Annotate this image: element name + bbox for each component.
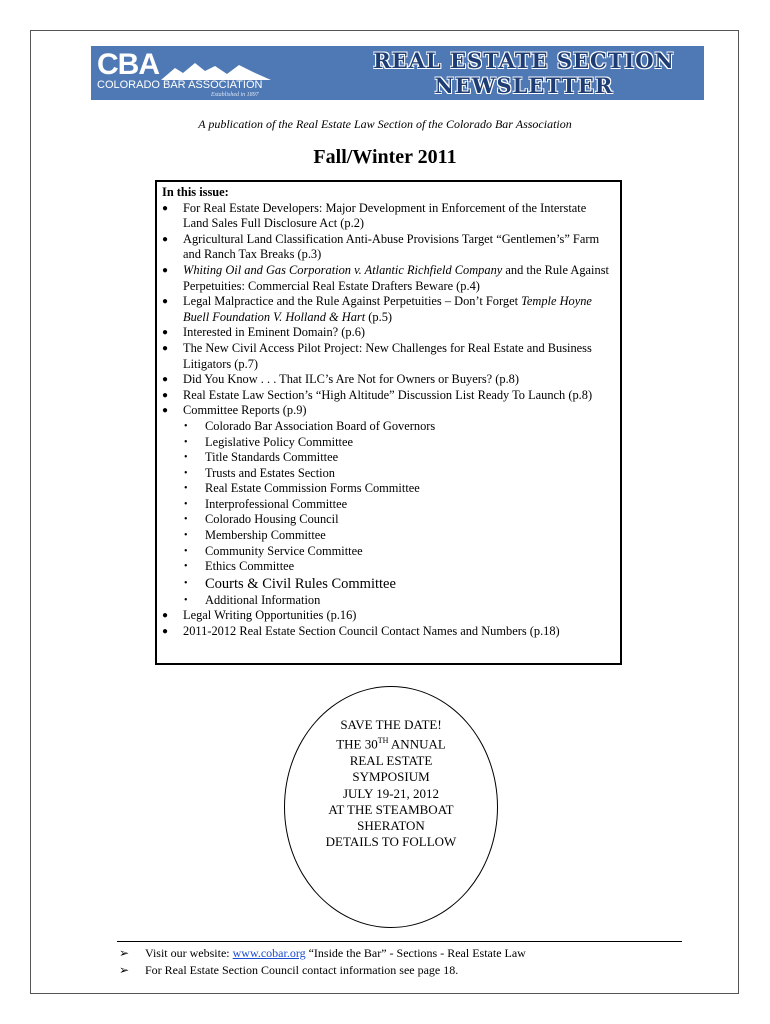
website-link[interactable]: www.cobar.org bbox=[232, 946, 306, 960]
committee-item: • Title Standards Committee bbox=[183, 450, 614, 466]
arrow-bullet-icon: ➢ bbox=[119, 946, 130, 960]
newsletter-banner bbox=[91, 46, 704, 100]
toc-item: ● For Real Estate Developers: Major Development in Enforcement of the Interstate Land Sales Full Disclosure Act (p.2) bbox=[162, 201, 614, 232]
committee-item: • Colorado Bar Association Board of Governors bbox=[183, 419, 614, 435]
toc-heading: In this issue: bbox=[162, 185, 229, 199]
save-the-date-circle: SAVE THE DATE! THE 30TH ANNUAL REAL ESTATE SYMPOSIUM JULY 19-21, 2012 AT THE STEAMBOAT SHERATON DETAILS TO FOLLOW bbox=[284, 686, 498, 928]
committee-item: • Ethics Committee bbox=[183, 559, 614, 575]
arrow-bullet-icon: ➢ bbox=[119, 963, 130, 977]
established-text: Established in 1897 bbox=[211, 92, 259, 98]
toc-item: ● Legal Writing Opportunities (p.16) bbox=[162, 608, 614, 624]
issue-title: Fall/Winter 2011 bbox=[313, 146, 457, 168]
toc-item: ● Did You Know . . . That ILC’s Are Not for Owners or Buyers? (p.8) bbox=[162, 372, 614, 388]
toc-item: ● Real Estate Law Section’s “High Altitude” Discussion List Ready To Launch (p.8) bbox=[162, 388, 614, 404]
committee-item: • Courts & Civil Rules Committee bbox=[183, 575, 614, 593]
committee-item: • Trusts and Estates Section bbox=[183, 466, 614, 482]
footer-divider bbox=[117, 941, 682, 942]
toc-item-committee-reports: ● Committee Reports (p.9) • Colorado Bar Association Board of Governors • Legislative Policy Committee • Title Standards Committee • Trusts and Estates Section • Real Estate Commission Forms Committee • Interprofessional Committee • Colorado Housing Council • Membership Committee • Community Service Committee • Ethics Committee • Courts & Civil Rules Committee • Additional Information bbox=[162, 403, 614, 608]
toc-item: ● Whiting Oil and Gas Corporation v. Atlantic Richfield Company and the Rule Against Perpetuities: Commercial Real Estate Drafters Beware (p.4) bbox=[162, 263, 614, 294]
committee-item: • Legislative Policy Committee bbox=[183, 435, 614, 451]
toc-item: ● Legal Malpractice and the Rule Against Perpetuities – Don’t Forget Temple Hoyne Buell Foundation V. Holland & Hart (p.5) bbox=[162, 294, 614, 325]
committee-item: • Colorado Housing Council bbox=[183, 512, 614, 528]
mountains-logo-icon bbox=[161, 60, 271, 80]
newsletter-title-line1: REAL ESTATE SECTION bbox=[373, 48, 675, 73]
assoc-name: COLORADO BAR ASSOCIATION bbox=[97, 79, 263, 91]
cba-logo-text: CBA bbox=[97, 48, 159, 81]
footer-contact-line: ➢ For Real Estate Section Council contact information see page 18. bbox=[119, 963, 459, 977]
committee-item: • Community Service Committee bbox=[183, 544, 614, 560]
toc-item: ● Agricultural Land Classification Anti-Abuse Provisions Target “Gentlemen’s” Farm and Ranch Tax Breaks (p.3) bbox=[162, 232, 614, 263]
toc-item: ● The New Civil Access Pilot Project: New Challenges for Real Estate and Business Litigators (p.7) bbox=[162, 341, 614, 372]
toc-item: ● Interested in Eminent Domain? (p.6) bbox=[162, 325, 614, 341]
committee-item: • Interprofessional Committee bbox=[183, 497, 614, 513]
committee-item: • Real Estate Commission Forms Committee bbox=[183, 481, 614, 497]
footer-website-line: ➢ Visit our website: www.cobar.org “Inside the Bar” - Sections - Real Estate Law bbox=[119, 946, 526, 960]
toc-item: ● 2011-2012 Real Estate Section Council Contact Names and Numbers (p.18) bbox=[162, 624, 614, 640]
committee-list bbox=[183, 419, 614, 609]
committee-item: • Additional Information bbox=[183, 593, 614, 609]
table-of-contents bbox=[155, 180, 622, 665]
committee-item: • Membership Committee bbox=[183, 528, 614, 544]
newsletter-title-line2: NEWSLETTER bbox=[434, 73, 614, 98]
publication-line: A publication of the Real Estate Law Section of the Colorado Bar Association bbox=[198, 117, 572, 131]
